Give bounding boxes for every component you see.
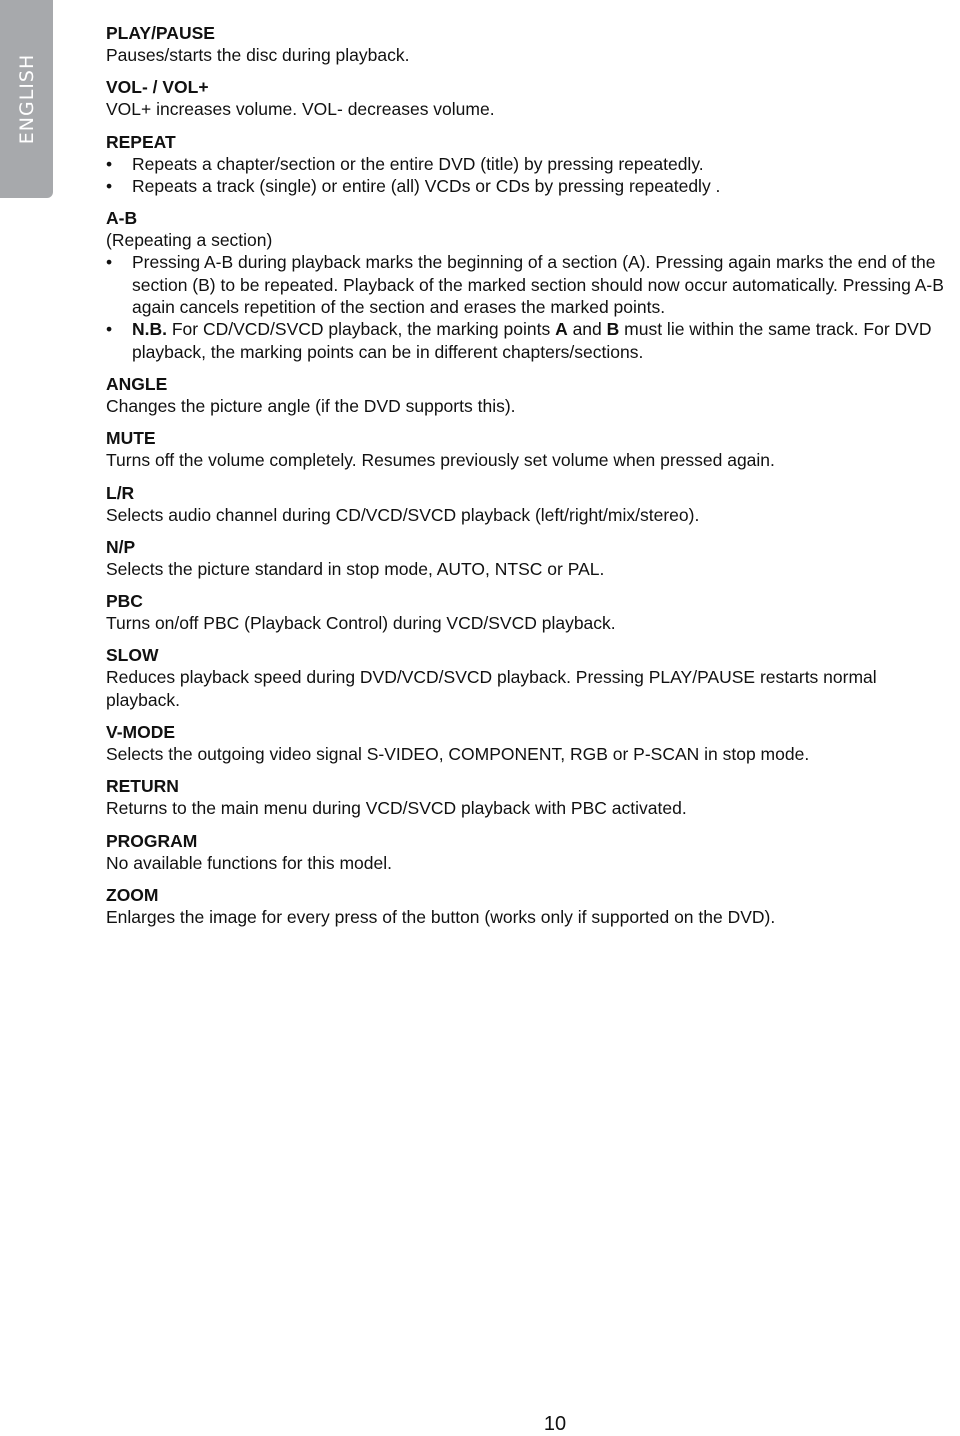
section-heading: N/P — [106, 536, 136, 557]
section-slow — [106, 644, 956, 711]
section-play-pause — [106, 22, 956, 66]
section-text: Turns on/off PBC (Playback Control) during VCD/SVCD playback. — [106, 613, 616, 634]
section-heading: VOL- / VOL+ — [106, 77, 209, 98]
bullet-text: Pressing A-B during playback marks the beginning of a section (A). Pressing again marks the end of the section (B) to be repeated. Playback of the marked section should now occur automatically. Pressing A-B again cancels repetition of the section and erases the marked points. — [132, 252, 944, 318]
bullet-text-part: and — [567, 319, 607, 340]
section-text: Turns off the volume completely. Resumes previously set volume when pressed again. — [106, 450, 775, 471]
bullet-text — [132, 319, 931, 361]
bullet-glyph: • — [106, 252, 113, 273]
section-text: Selects the picture standard in stop mode, AUTO, NTSC or PAL. — [106, 558, 605, 579]
section-text: Reduces playback speed during DVD/VCD/SVCD playback. Pressing PLAY/PAUSE restarts normal playback. — [106, 667, 877, 710]
section-text: Changes the picture angle (if the DVD supports this). — [106, 395, 516, 416]
marker-b: B — [606, 319, 620, 340]
section-heading: PBC — [106, 591, 143, 612]
section-text: (Repeating a section) — [106, 230, 273, 251]
remote-functions-list — [106, 22, 956, 938]
section-mute — [106, 427, 956, 471]
bullet-glyph: • — [106, 175, 113, 196]
section-text: Selects the outgoing video signal S-VIDEO, COMPONENT, RGB or P-SCAN in stop mode. — [106, 744, 810, 765]
section-program — [106, 830, 956, 874]
section-return — [106, 775, 956, 819]
section-text: Selects audio channel during CD/VCD/SVCD playback (left/right/mix/stereo). — [106, 504, 700, 525]
bullet-list — [106, 153, 956, 198]
bullet-text-part: For CD/VCD/SVCD playback, the marking points — [167, 319, 556, 340]
section-heading: REPEAT — [106, 131, 176, 152]
section-l-r — [106, 482, 956, 526]
section-text: Enlarges the image for every press of the button (works only if supported on the DVD). — [106, 906, 776, 927]
bullet-item — [106, 318, 956, 363]
section-heading: PLAY/PAUSE — [106, 23, 215, 43]
section-n-p — [106, 536, 956, 580]
section-zoom — [106, 884, 956, 928]
section-heading: PROGRAM — [106, 830, 198, 851]
bullet-glyph: • — [106, 153, 113, 174]
nb-label: N.B. — [132, 319, 167, 340]
section-heading: ANGLE — [106, 373, 168, 394]
section-heading: SLOW — [106, 645, 159, 666]
bullet-item — [106, 251, 956, 318]
language-tab — [0, 0, 53, 198]
section-volume — [106, 76, 956, 120]
section-heading: RETURN — [106, 776, 179, 797]
section-heading: L/R — [106, 482, 135, 503]
section-text: Returns to the main menu during VCD/SVCD playback with PBC activated. — [106, 798, 687, 819]
bullet-item — [106, 153, 956, 175]
section-repeat — [106, 131, 956, 198]
section-text: Pauses/starts the disc during playback. — [106, 45, 410, 65]
section-heading: ZOOM — [106, 884, 159, 905]
section-text: VOL+ increases volume. VOL- decreases volume. — [106, 99, 495, 120]
section-heading: V-MODE — [106, 722, 176, 743]
bullet-text: Repeats a chapter/section or the entire DVD (title) by pressing repeatedly. — [132, 153, 704, 174]
marker-a: A — [555, 319, 568, 340]
section-a-b — [106, 207, 956, 363]
bullet-glyph: • — [106, 319, 113, 340]
page-number: 10 — [543, 1413, 567, 1435]
bullet-item — [106, 175, 956, 197]
section-heading: MUTE — [106, 428, 156, 449]
section-v-mode — [106, 721, 956, 765]
section-text: No available functions for this model. — [106, 852, 392, 873]
bullet-list — [106, 251, 956, 362]
section-pbc — [106, 590, 956, 634]
bullet-text-part: must lie within the same track. For DVD playback, the marking points can be in different chapters/sections. — [132, 319, 932, 362]
language-tab-label: ENGLISH — [15, 53, 38, 145]
section-angle — [106, 373, 956, 417]
section-heading: A-B — [106, 208, 138, 229]
bullet-text: Repeats a track (single) or entire (all) VCDs or CDs by pressing repeatedly . — [132, 175, 721, 196]
